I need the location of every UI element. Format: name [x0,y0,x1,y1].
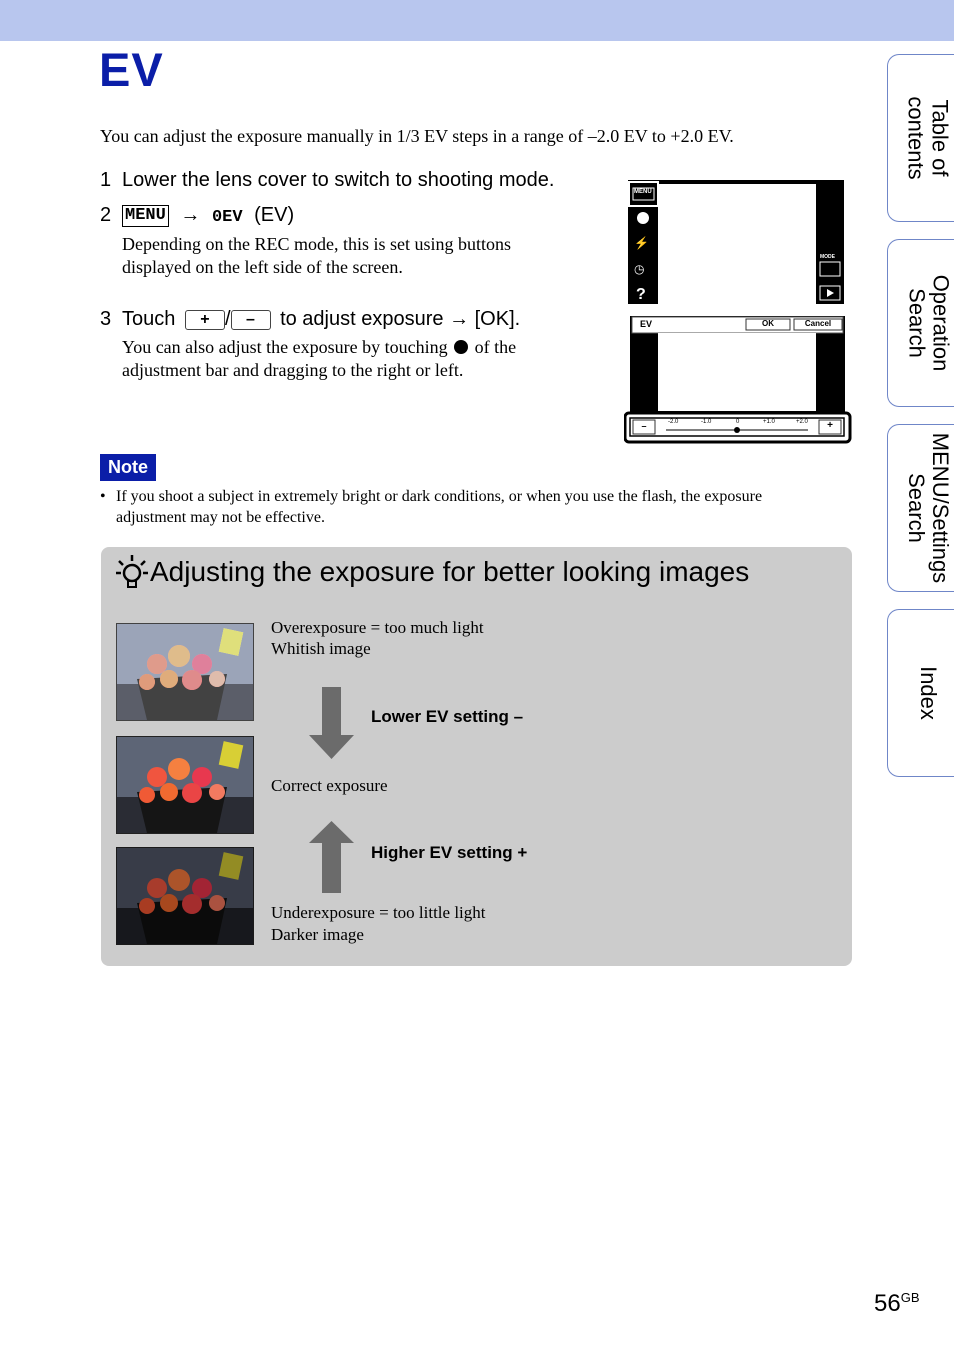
step-2-detail: Depending on the REC mode, this is set using buttons displayed on the left side of the screen. [122,234,511,277]
slider-knob-screen [734,427,740,433]
ev-icon: 0EV [211,208,243,227]
bullet-icon: • [100,488,106,505]
lightbulb-hint-icon [114,553,150,591]
step-1: 1 Lower the lens cover to switch to shooting mode. [100,169,555,191]
correct-exposure-label: Correct exposure [271,776,388,795]
camera-screen-illustration: ⚡ ◷ ? MODE MENU EV OK Cancel – + -2.0 -1.0 0 +1.0 +2.0 [624,178,852,448]
svg-text:⚡: ⚡ [634,236,649,250]
ev-screen-label: EV [640,319,653,329]
underexposure-label: Underexposure = too little light [271,903,486,922]
note-text: • If you shoot a subject in extremely bright or dark conditions, or when you use the flash, the exposure adjustment may not be effective. [100,488,763,526]
correct-photo [116,736,254,834]
slider-knob-icon [454,340,468,354]
lower-ev-label: Lower EV setting – [371,707,524,726]
tab-index[interactable]: Index [887,609,954,777]
overexposure-label: Overexposure = too much light [271,618,484,637]
svg-text:?: ? [636,286,646,303]
tab-table-of-contents[interactable]: Table of contents [887,54,954,222]
step-2: 2 MENU → 0EV (EV) [100,204,295,227]
page-title: EV [99,43,164,96]
camera-screen-svg [624,178,852,448]
arrow-down-icon [309,687,354,759]
darker-label: Darker image [271,925,364,944]
overexposed-photo [116,623,254,721]
arrow-right-icon: → [449,308,470,330]
intro-text: You can adjust the exposure manually in 1/3 EV steps in a range of –2.0 EV to +2.0 EV. [100,126,734,146]
step-3-detail: You can also adjust the exposure by touching of the adjustment bar and dragging to the right or left. [122,337,517,380]
page-number: $56^{GB}$ [874,1290,920,1317]
menu-icon: MENU [122,205,169,227]
arrow-right-icon: → [180,204,201,226]
minus-button-icon: – [231,310,271,330]
flower-photo-svg [117,624,253,720]
svg-text:◷: ◷ [634,262,645,276]
underexposed-photo [116,847,254,945]
tab-menu-settings-search[interactable]: MENU/Settings Search [887,424,954,592]
note-label: Note [100,454,156,481]
tab-operation-search[interactable]: Operation Search [887,239,954,407]
tip-title: Adjusting the exposure for better looking images [150,556,750,587]
top-banner [0,0,954,41]
whitish-label: Whitish image [271,639,371,658]
higher-ev-label: Higher EV setting + [371,843,528,862]
arrow-up-icon [309,821,354,893]
plus-button-icon: + [185,310,225,330]
step-3: 3 Touch + / – to adjust exposure → [OK]. [100,308,521,330]
smile-icon [637,212,649,224]
